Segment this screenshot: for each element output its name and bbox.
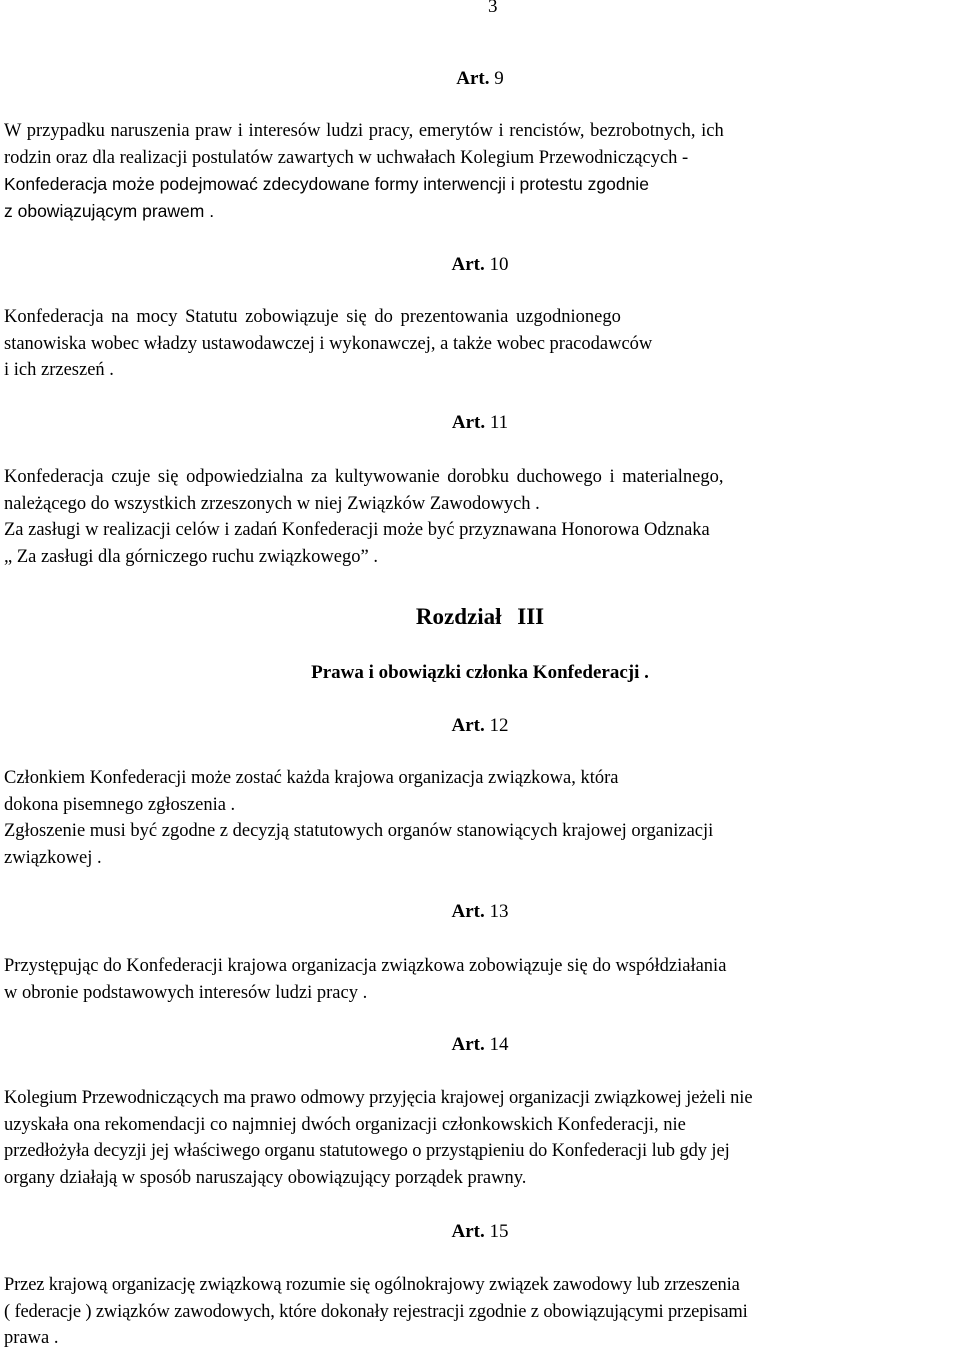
chapter-subtitle: Prawa i obowiązki członka Konfederacji . (311, 662, 649, 683)
text-line: z obowiązującym prawem . (4, 200, 215, 221)
text-line: należącego do wszystkich zrzeszonych w niej Związków Zawodowych . (4, 493, 540, 514)
text-line: W przypadku naruszenia praw i interesów ludzi pracy, emerytów i rencistów, bezrobotnych, ich (4, 121, 724, 141)
article-heading-11 (4, 412, 956, 434)
text-line: prawa . (4, 1328, 59, 1348)
text-line: organy działają w sposób naruszający obowiązujący porządek prawny. (4, 1167, 527, 1188)
text-line: ( federacje ) związków zawodowych, które dokonały rejestracji zgodnie z obowiązującymi przepisami (4, 1301, 748, 1322)
article-label: Art. (451, 1221, 485, 1242)
article-label: Art. (451, 715, 485, 736)
article-15-text (4, 1272, 956, 1352)
document-page (4, 0, 956, 1353)
article-heading-12 (4, 715, 956, 737)
text-line: przedłożyła decyzji jej właściwego organu statutowego o przystąpieniu do Konfederacji lub gdy jej (4, 1141, 730, 1161)
text-line: Konfederacja czuje się odpowiedzialna za kultywowanie dorobku duchowego i materialnego, (4, 467, 724, 487)
article-number: 9 (494, 68, 504, 89)
article-number: 15 (489, 1221, 509, 1242)
text-line: rodzin oraz dla realizacji postulatów zawartych w uchwałach Kolegium Przewodniczących - (4, 147, 689, 168)
article-number: 12 (489, 715, 509, 736)
article-14-text (4, 1085, 956, 1191)
article-number: 13 (489, 901, 509, 922)
text-line: Członkiem Konfederacji może zostać każda krajowa organizacja związkowa, która (4, 768, 619, 788)
text-line: „ Za zasługi dla górniczego ruchu związkowego” . (4, 546, 378, 567)
article-label: Art. (451, 1034, 485, 1055)
text-line: Konfederacja może podejmować zdecydowane formy interwencji i protestu zgodnie (4, 174, 649, 194)
chapter-title: Rozdział III (415, 604, 545, 629)
text-line: Konfederacja na mocy Statutu zobowiązuje się do prezentowania uzgodnionego (4, 307, 621, 327)
article-label: Art. (456, 68, 490, 89)
article-13-text (4, 953, 956, 1006)
article-heading-9 (4, 68, 956, 90)
page-number: 3 (488, 0, 498, 17)
text-line: związkowej . (4, 847, 102, 868)
text-line: Kolegium Przewodniczących ma prawo odmowy przyjęcia krajowej organizacji związkowej jeżeli nie (4, 1088, 753, 1108)
article-number: 11 (489, 412, 509, 433)
article-label: Art. (451, 254, 485, 275)
text-line: Przez krajową organizację związkową rozumie się ogólnokrajowy związek zawodowy lub zrzeszenia (4, 1275, 740, 1295)
text-line: Przystępując do Konfederacji krajowa organizacja związkowa zobowiązuje się do współdziałania (4, 956, 727, 976)
article-label: Art. (451, 412, 486, 433)
article-label: Art. (451, 901, 485, 922)
text-line: i ich zrzeszeń . (4, 360, 114, 380)
article-12-text (4, 765, 956, 871)
article-number: 14 (489, 1034, 509, 1055)
text-line: Za zasługi w realizacji celów i zadań Konfederacji może być przyznawana Honorowa Odznaka (4, 520, 710, 540)
text-line: stanowiska wobec władzy ustawodawczej i wykonawczej, a także wobec pracodawców (4, 333, 653, 354)
article-10-text (4, 304, 956, 384)
text-line: Zgłoszenie musi być zgodne z decyzją statutowych organów stanowiących krajowej organizacji (4, 821, 714, 841)
article-heading-10 (4, 254, 956, 276)
text-line: uzyskała ona rekomendacji co najmniej dwóch organizacji członkowskich Konfederacji, nie (4, 1114, 686, 1135)
article-heading-15 (4, 1221, 956, 1243)
article-9-text (4, 118, 956, 224)
text-line: w obronie podstawowych interesów ludzi pracy . (4, 982, 368, 1003)
article-11-text (4, 464, 956, 570)
text-line: dokona pisemnego zgłoszenia . (4, 794, 236, 815)
article-heading-14 (4, 1034, 956, 1056)
article-heading-13 (4, 901, 956, 923)
article-number: 10 (489, 254, 509, 275)
